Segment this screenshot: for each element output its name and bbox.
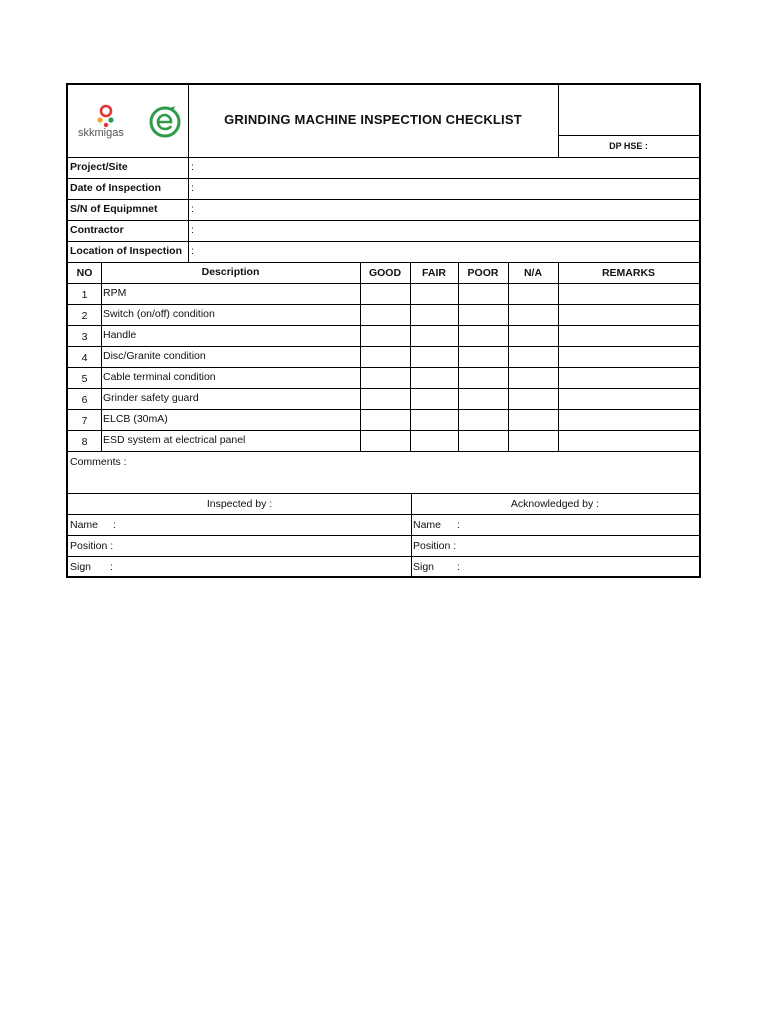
dp-hse-label: DP HSE :	[609, 141, 648, 151]
page-title: GRINDING MACHINE INSPECTION CHECKLIST	[224, 112, 522, 127]
inspected-by-label: Inspected by :	[206, 498, 273, 510]
info-value-project-site[interactable]: :	[191, 161, 194, 173]
info-label-date-of-inspection: Date of Inspection	[70, 182, 162, 194]
acknowledged-by-label: Acknowledged by :	[510, 498, 600, 510]
info-value-date-of-inspection[interactable]: :	[191, 182, 194, 194]
row-description: Switch (on/off) condition	[103, 308, 215, 320]
info-value-contractor[interactable]: :	[191, 224, 194, 236]
row-number: 6	[81, 394, 88, 406]
inspector-name-field[interactable]: :	[113, 519, 116, 531]
brand-name: skkmigas	[78, 127, 124, 139]
column-header-poor: POOR	[467, 267, 499, 279]
inspection-checklist-sheet	[66, 83, 701, 578]
row-description: RPM	[103, 287, 127, 299]
comments-label: Comments :	[70, 456, 127, 468]
acknowledger-name-field[interactable]: :	[457, 519, 460, 531]
info-value-location[interactable]: :	[191, 245, 194, 257]
info-label-contractor: Contractor	[70, 224, 124, 236]
row-description: Cable terminal condition	[103, 371, 216, 383]
row-description: ESD system at electrical panel	[103, 434, 246, 446]
acknowledger-sign-label: Sign	[413, 561, 435, 573]
column-header-fair: FAIR	[422, 267, 446, 279]
e-logo-icon	[148, 105, 182, 139]
acknowledger-position-label[interactable]: Position :	[413, 540, 457, 552]
inspector-sign-label: Sign	[70, 561, 92, 573]
column-header-good: GOOD	[368, 267, 402, 279]
column-header-description: Description	[201, 266, 260, 278]
row-number: 1	[81, 289, 88, 301]
column-header-na: N/A	[523, 267, 543, 279]
column-header-no: NO	[76, 267, 93, 279]
row-description: Handle	[103, 329, 137, 341]
row-number: 3	[81, 331, 88, 343]
row-number: 2	[81, 310, 88, 322]
acknowledger-sign-field[interactable]: :	[457, 561, 460, 573]
info-label-serial-number: S/N of Equipmnet	[70, 203, 158, 215]
row-number: 7	[81, 415, 88, 427]
acknowledger-name-label: Name	[413, 519, 442, 531]
logo-area	[68, 85, 188, 157]
row-description: Disc/Granite condition	[103, 350, 206, 362]
row-description: Grinder safety guard	[103, 392, 199, 404]
info-label-project-site: Project/Site	[70, 161, 128, 173]
inspector-sign-field[interactable]: :	[110, 561, 113, 573]
row-number: 5	[81, 373, 88, 385]
column-header-remarks: REMARKS	[601, 267, 656, 279]
row-number: 4	[81, 352, 88, 364]
inspector-name-label: Name	[70, 519, 99, 531]
row-description: ELCB (30mA)	[103, 413, 168, 425]
inspector-position-label[interactable]: Position :	[70, 540, 114, 552]
row-number: 8	[81, 436, 88, 448]
info-label-location: Location of Inspection	[70, 245, 182, 257]
info-value-serial-number[interactable]: :	[191, 203, 194, 215]
